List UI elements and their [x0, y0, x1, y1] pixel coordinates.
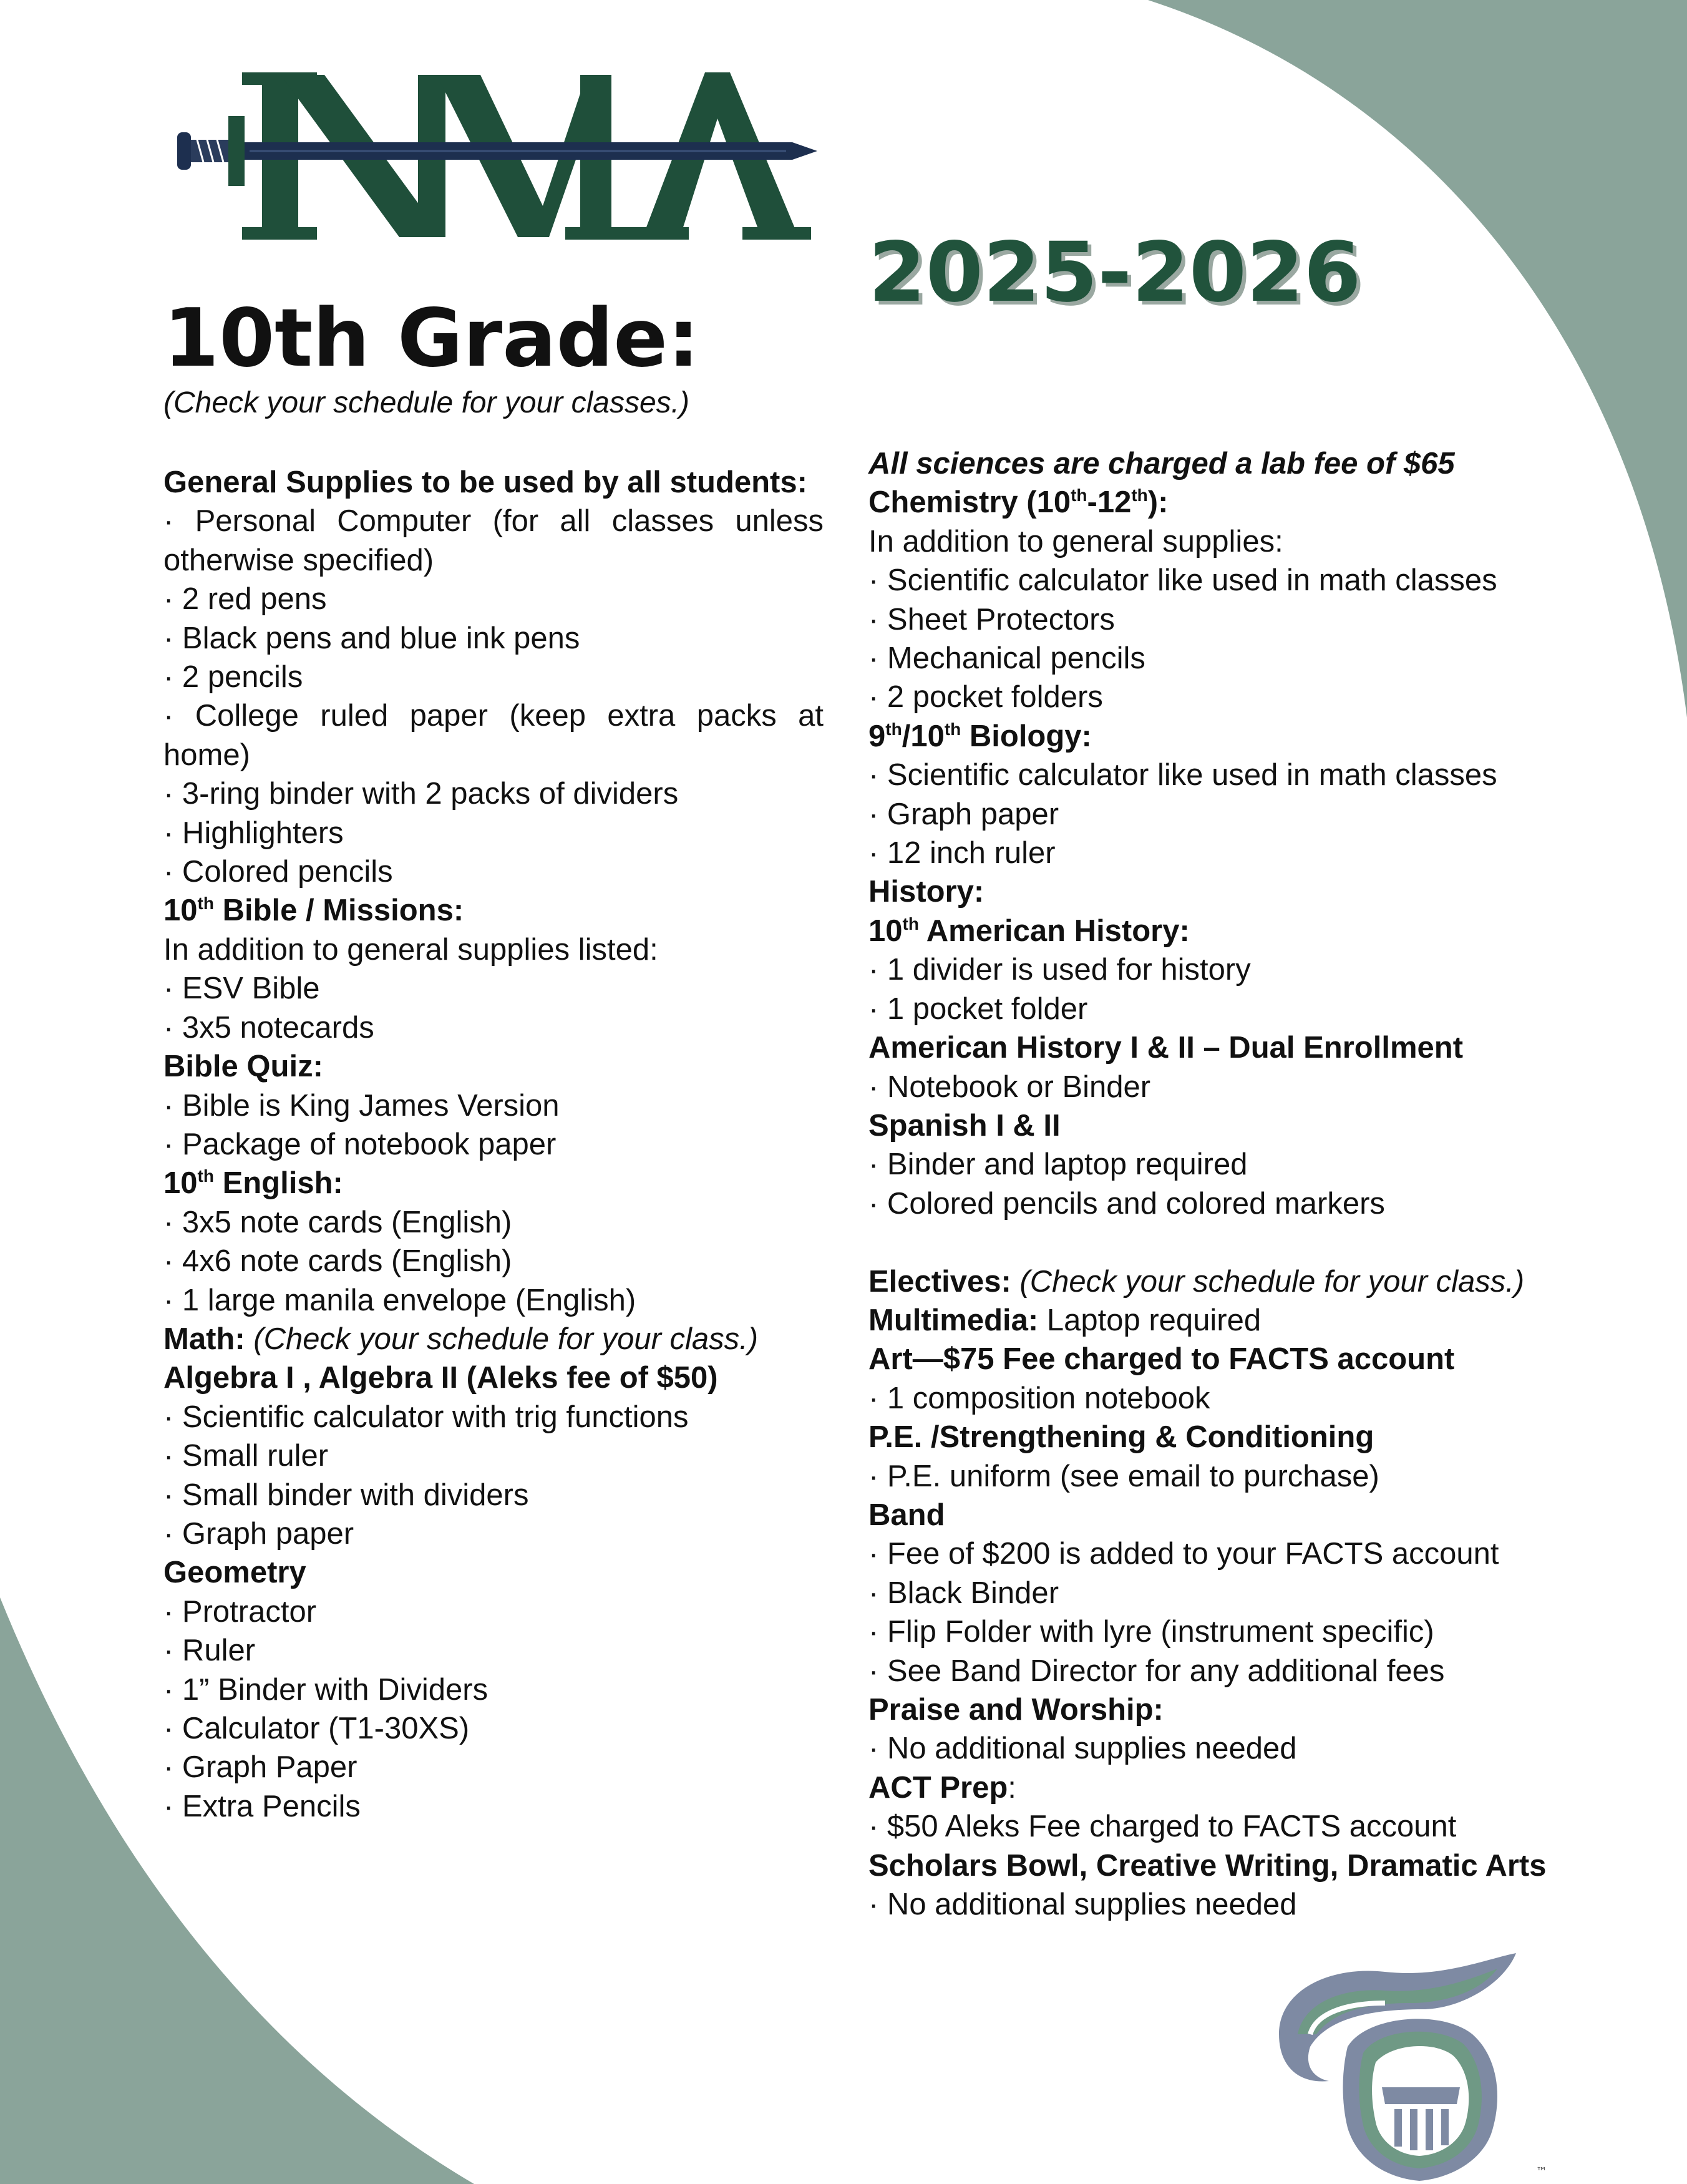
list-item: · Sheet Protectors: [868, 602, 1115, 636]
history-heading: History:: [868, 875, 984, 909]
list-item: · 1” Binder with Dividers: [163, 1672, 489, 1707]
list-item: · 2 pocket folders: [868, 680, 1103, 714]
list-item: · Graph Paper: [163, 1750, 357, 1785]
list-item: · 1 large manila envelope (English): [163, 1283, 636, 1317]
american-history-heading: 10th American History:: [868, 914, 1190, 948]
list-item: · 3x5 note cards (English): [163, 1205, 512, 1239]
list-item: · 3-ring binder with 2 packs of dividers: [163, 777, 679, 811]
list-item: · See Band Director for any additional fees: [868, 1654, 1445, 1688]
geometry-heading: Geometry: [163, 1556, 306, 1590]
list-item: · Black Binder: [868, 1576, 1059, 1610]
art-heading: Art—$75 Fee charged to FACTS account: [868, 1342, 1455, 1377]
electives-heading: Electives: (Check your schedule for your class.): [868, 1264, 1525, 1299]
list-item: · Calculator (T1-30XS): [163, 1712, 470, 1745]
list-item: · No additional supplies needed: [868, 1732, 1297, 1766]
left-column: [163, 463, 824, 1826]
list-item: · Small binder with dividers: [163, 1478, 529, 1512]
list-item: · Colored pencils and colored markers: [868, 1186, 1385, 1221]
school-year: 2025-2026: [868, 225, 1361, 321]
pe-heading: P.E. /Strengthening & Conditioning: [868, 1420, 1374, 1455]
list-item: · $50 Aleks Fee charged to FACTS account: [868, 1810, 1457, 1844]
list-item: · Binder and laptop required: [868, 1148, 1248, 1182]
band-heading: Band: [868, 1498, 945, 1532]
list-item: · 1 divider is used for history: [868, 953, 1251, 987]
spanish-heading: Spanish I & II: [868, 1108, 1061, 1143]
english-heading: 10th English:: [163, 1166, 343, 1201]
act-prep-heading: ACT Prep:: [868, 1770, 1016, 1805]
list-item: · Notebook or Binder: [868, 1070, 1151, 1104]
list-item: · Fee of $200 is added to your FACTS account: [868, 1537, 1499, 1571]
chemistry-intro: In addition to general supplies:: [868, 524, 1283, 558]
scholars-bowl-heading: Scholars Bowl, Creative Writing, Dramatic Arts: [868, 1848, 1547, 1883]
list-item: · 1 composition notebook: [868, 1381, 1210, 1415]
chemistry-heading: Chemistry (10th-12th):: [868, 485, 1169, 520]
knight-helmet-icon: [1254, 1941, 1578, 2184]
list-item: · No additional supplies needed: [868, 1888, 1297, 1922]
list-item: · 1 pocket folder: [868, 992, 1088, 1026]
math-heading: Math: (Check your schedule for your class.): [163, 1322, 759, 1356]
section-spacer: [868, 1223, 1586, 1262]
list-item: · 2 pencils: [163, 660, 303, 695]
list-item: · Scientific calculator like used in math classes: [868, 563, 1497, 598]
list-item: · Small ruler: [163, 1439, 329, 1473]
multimedia-line: Multimedia: Laptop required: [868, 1303, 1262, 1337]
lab-fee-note: All sciences are charged a lab fee of $65: [868, 447, 1455, 480]
list-item: · Highlighters: [163, 816, 344, 850]
list-item: · Flip Folder with lyre (instrument specific): [868, 1615, 1434, 1649]
list-item: · Scientific calculator like used in math classes: [868, 758, 1497, 792]
list-item: · College ruled paper (keep extra packs at home): [163, 699, 824, 772]
praise-worship-heading: Praise and Worship:: [868, 1692, 1164, 1727]
list-item: · Personal Computer (for all classes unless otherwise specified): [163, 504, 824, 577]
list-item: · Graph paper: [868, 797, 1059, 831]
list-item: · Ruler: [163, 1634, 256, 1668]
biology-heading: 9th/10th Biology:: [868, 719, 1092, 753]
bible-quiz-heading: Bible Quiz:: [163, 1050, 323, 1084]
list-item: · Colored pencils: [163, 855, 393, 889]
list-item: · Extra Pencils: [163, 1789, 361, 1823]
list-item: · 4x6 note cards (English): [163, 1244, 512, 1279]
list-item: · ESV Bible: [163, 972, 320, 1006]
list-item: · 12 inch ruler: [868, 836, 1056, 870]
page-title: 10th Grade:: [163, 292, 700, 385]
right-column: [868, 444, 1586, 1924]
general-supplies-heading: General Supplies to be used by all students:: [163, 466, 807, 499]
list-item: · Protractor: [163, 1594, 317, 1629]
list-item: · P.E. uniform (see email to purchase): [868, 1459, 1379, 1493]
list-item: · 2 red pens: [163, 582, 327, 617]
dual-enrollment-heading: American History I & II – Dual Enrollment: [868, 1031, 1464, 1065]
list-item: · Mechanical pencils: [868, 641, 1145, 676]
list-item: · Graph paper: [163, 1516, 354, 1551]
trademark-symbol: ™: [1536, 2165, 1547, 2178]
bible-missions-heading: 10th Bible / Missions:: [163, 894, 464, 928]
bible-intro: In addition to general supplies listed:: [163, 932, 658, 967]
nma-logo: [168, 62, 830, 250]
page-subtitle: (Check your schedule for your classes.): [163, 386, 689, 419]
list-item: · Bible is King James Version: [163, 1088, 560, 1123]
list-item: · Scientific calculator with trig functions: [163, 1400, 689, 1434]
sword-pommel-icon: [177, 132, 191, 170]
list-item: · Black pens and blue ink pens: [163, 621, 580, 655]
algebra-heading: Algebra I , Algebra II (Aleks fee of $50): [163, 1361, 718, 1395]
list-item: · Package of notebook paper: [163, 1127, 557, 1161]
list-item: · 3x5 notecards: [163, 1010, 374, 1045]
